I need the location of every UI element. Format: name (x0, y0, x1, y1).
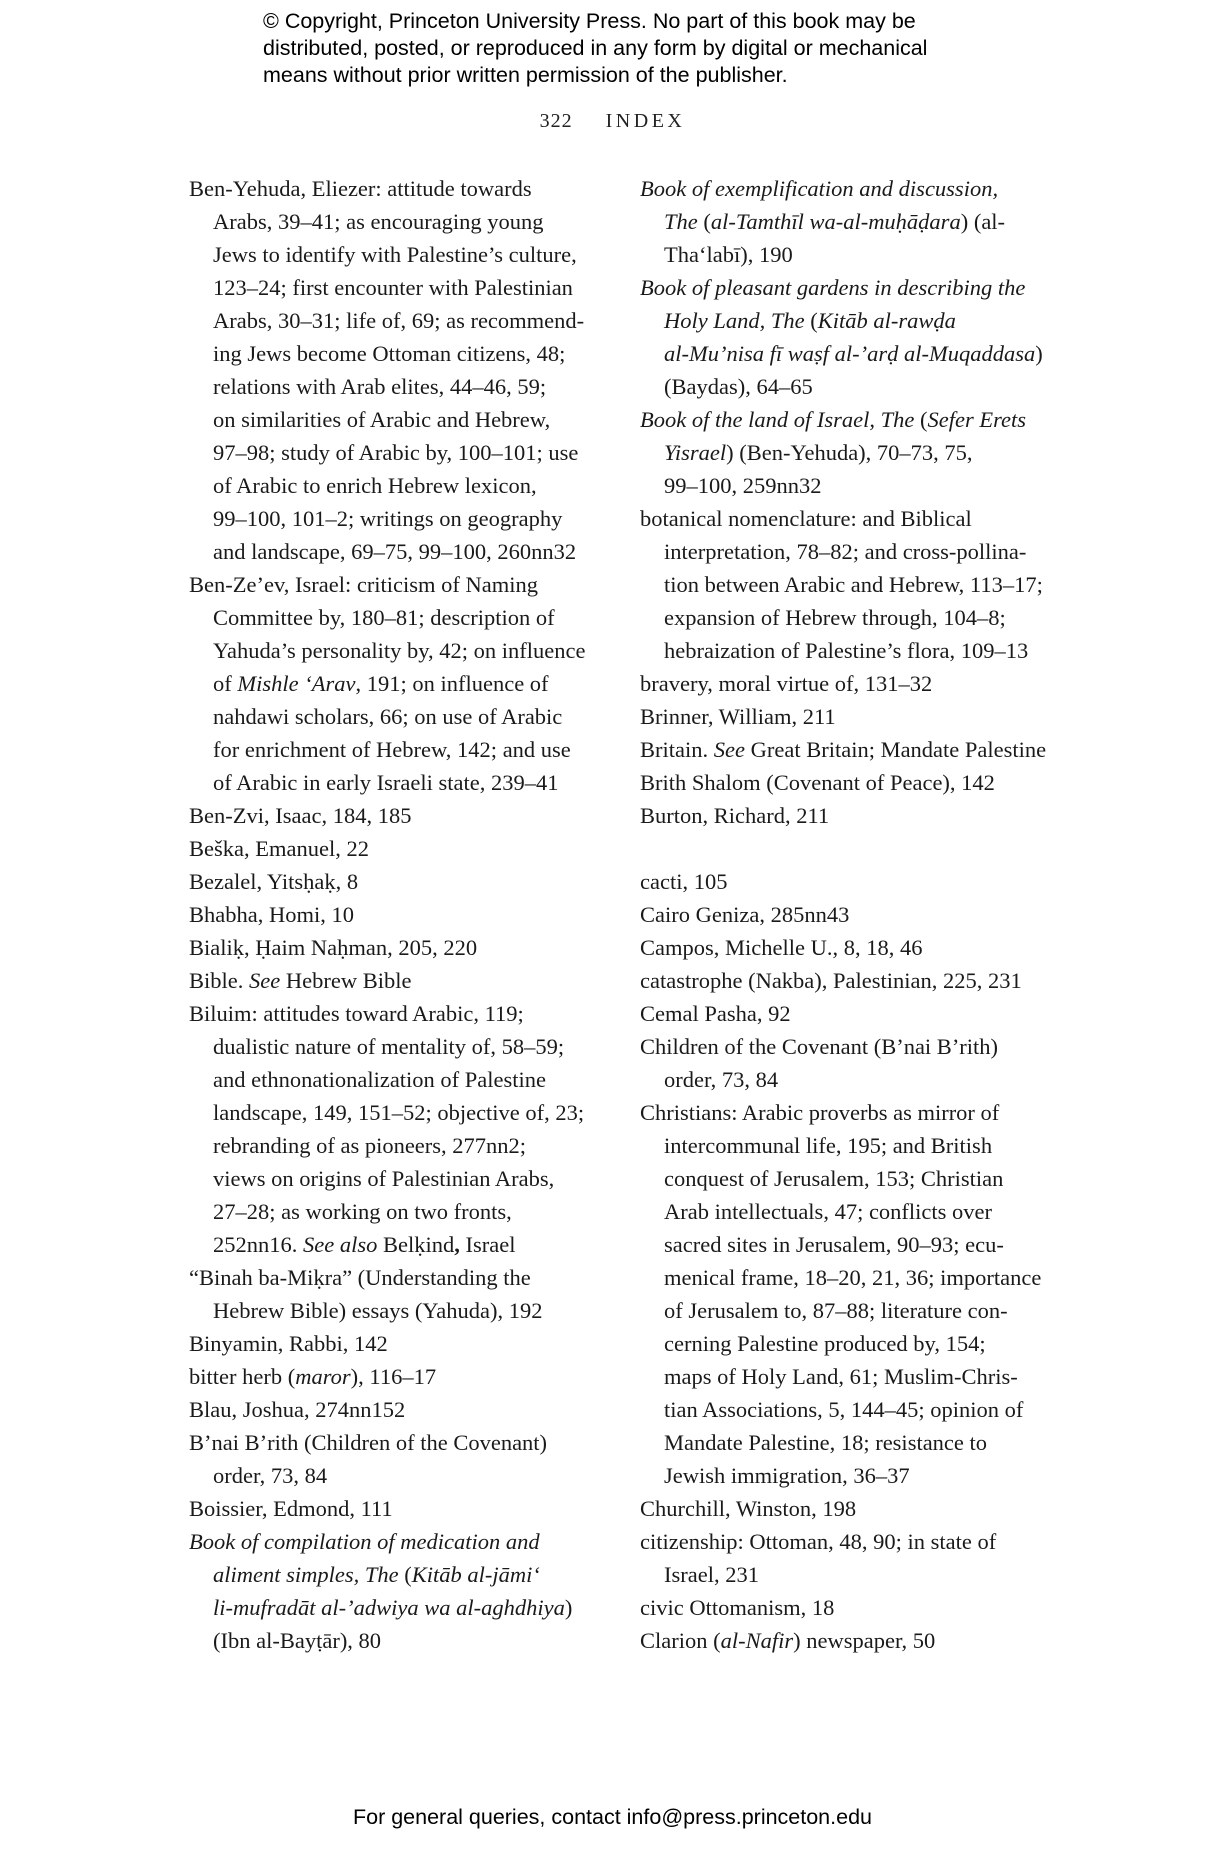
index-entry-heading-line: Cairo Geniza, 285nn43 (640, 902, 850, 927)
index-entry-continuation-line: tian Associations, 5, 144–45; opinion of (664, 1397, 1024, 1422)
index-entry-continuation-line: menical frame, 18–20, 21, 36; importance (664, 1265, 1042, 1290)
index-entry-heading-line: botanical nomenclature: and Biblical (640, 506, 972, 531)
index-entry (189, 1492, 599, 1525)
index-entry (640, 1096, 1060, 1492)
index-entry-heading-line: Christians: Arabic proverbs as mirror of (640, 1100, 1000, 1125)
index-entry-heading-line: Book of pleasant gardens in describing the (640, 275, 1026, 300)
index-entry-heading-line: Ben-Ze’ev, Israel: criticism of Naming (189, 572, 539, 597)
index-entry-continuation-line: Mandate Palestine, 18; resistance to (664, 1430, 988, 1455)
letter-section-gap (640, 832, 1060, 865)
index-entry (640, 172, 1060, 271)
index-column-left (189, 172, 599, 1657)
copyright-line: distributed, posted, or reproduced in any form by digital or mechanical (263, 36, 928, 60)
index-entry (189, 1327, 599, 1360)
index-entry-continuation-line: 27–28; as working on two fronts, (213, 1199, 512, 1224)
index-entry (640, 700, 1060, 733)
index-entry (640, 865, 1060, 898)
index-entry (189, 172, 599, 568)
index-entry (640, 997, 1060, 1030)
index-entry (189, 1261, 599, 1327)
index-entry-continuation-line: and landscape, 69–75, 99–100, 260nn32 (213, 539, 577, 564)
index-entry (640, 667, 1060, 700)
index-entry (640, 1591, 1060, 1624)
section-title: INDEX (605, 110, 686, 132)
index-entry (640, 898, 1060, 931)
index-entry (640, 964, 1060, 997)
index-entry-continuation-line: Arabs, 39–41; as encouraging young (213, 209, 544, 234)
index-entry-continuation-line: nahdawi scholars, 66; on use of Arabic (213, 704, 563, 729)
index-entry-continuation-line: 99–100, 101–2; writings on geography (213, 506, 563, 531)
index-entry (640, 799, 1060, 832)
index-entry-heading-line: Clarion (al-Nafir) newspaper, 50 (640, 1628, 936, 1653)
index-entry-continuation-line: 123–24; first encounter with Palestinian (213, 275, 573, 300)
index-entry-continuation-line: Yahuda’s personality by, 42; on influence (213, 638, 586, 663)
index-column-right (640, 172, 1060, 1657)
index-entry-heading-line: citizenship: Ottoman, 48, 90; in state of (640, 1529, 997, 1554)
index-entry-heading-line: Book of compilation of medication and (189, 1529, 540, 1554)
index-entry (640, 1624, 1060, 1657)
index-entry (189, 1525, 599, 1657)
index-entry-heading-line: Bhabha, Homi, 10 (189, 902, 354, 927)
index-entry-continuation-line: rebranding of as pioneers, 277nn2; (213, 1133, 527, 1158)
index-entry-heading-line: Campos, Michelle U., 8, 18, 46 (640, 935, 923, 960)
index-entry-heading-line: Burton, Richard, 211 (640, 803, 830, 828)
index-entry-heading-line: Boissier, Edmond, 111 (189, 1496, 393, 1521)
index-entry-continuation-line: Arab intellectuals, 47; conflicts over (664, 1199, 993, 1224)
index-entry (640, 733, 1060, 766)
index-entry-continuation-line: Jewish immigration, 36–37 (664, 1463, 910, 1488)
index-entry (640, 403, 1060, 502)
index-entry (640, 931, 1060, 964)
index-entry-heading-line: civic Ottomanism, 18 (640, 1595, 835, 1620)
index-entry (189, 964, 599, 997)
index-entry-heading-line: bitter herb (maror), 116–17 (189, 1364, 437, 1389)
index-entry-continuation-line: al-Mu’nisa fī waṣf al-’arḍ al-Muqaddasa) (664, 341, 1043, 366)
index-entry-continuation-line: maps of Holy Land, 61; Muslim-Chris- (664, 1364, 1018, 1389)
index-entry-continuation-line: intercommunal life, 195; and British (664, 1133, 993, 1158)
index-entry (189, 898, 599, 931)
index-entry-continuation-line: order, 73, 84 (664, 1067, 779, 1092)
index-entry (640, 1030, 1060, 1096)
index-entry-heading-line: Beška, Emanuel, 22 (189, 836, 369, 861)
index-entry-heading-line: Biluim: attitudes toward Arabic, 119; (189, 1001, 524, 1026)
index-entry (189, 1393, 599, 1426)
index-entry-continuation-line: order, 73, 84 (213, 1463, 328, 1488)
index-entry-heading-line: “Binah ba-Miḳra” (Understanding the (189, 1265, 531, 1290)
index-entry-continuation-line: ing Jews become Ottoman citizens, 48; (213, 341, 566, 366)
index-entry-continuation-line: for enrichment of Hebrew, 142; and use (213, 737, 571, 762)
index-entry-heading-line: Brinner, William, 211 (640, 704, 836, 729)
index-entry-continuation-line: of Mishle ‘Arav, 191; on influence of (213, 671, 549, 696)
index-entry-heading-line: Blau, Joshua, 274nn152 (189, 1397, 406, 1422)
page-number: 322 (539, 110, 573, 132)
index-entry-continuation-line: 99–100, 259nn32 (664, 473, 822, 498)
index-entry-heading-line: Bible. See Hebrew Bible (189, 968, 412, 993)
index-entry-continuation-line: conquest of Jerusalem, 153; Christian (664, 1166, 1004, 1191)
index-entry-continuation-line: Jews to identify with Palestine’s culture, (213, 242, 577, 267)
index-entry-continuation-line: cerning Palestine produced by, 154; (664, 1331, 986, 1356)
index-entry-heading-line: Cemal Pasha, 92 (640, 1001, 791, 1026)
index-entry-heading-line: B’nai B’rith (Children of the Covenant) (189, 1430, 548, 1455)
index-entry-continuation-line: Committee by, 180–81; description of (213, 605, 555, 630)
index-entry-continuation-line: hebraization of Palestine’s flora, 109–13 (664, 638, 1029, 663)
index-entry-heading-line: Binyamin, Rabbi, 142 (189, 1331, 388, 1356)
index-entry-heading-line: Book of the land of Israel, The (Sefer Erets (640, 407, 1026, 432)
index-entry-continuation-line: sacred sites in Jerusalem, 90–93; ecu- (664, 1232, 1004, 1257)
index-entry-continuation-line: landscape, 149, 151–52; objective of, 23; (213, 1100, 585, 1125)
index-entry (640, 766, 1060, 799)
index-entry-heading-line: Churchill, Winston, 198 (640, 1496, 857, 1521)
index-entry-continuation-line: The (al-Tamthīl wa-al-muḥāḍara) (al- (664, 209, 1006, 234)
index-entry-continuation-line: of Arabic to enrich Hebrew lexicon, (213, 473, 537, 498)
index-entry-continuation-line: of Jerusalem to, 87–88; literature con- (664, 1298, 1008, 1323)
index-entry-heading-line: Bezalel, Yitsḥaḳ, 8 (189, 869, 359, 894)
index-entry (640, 271, 1060, 403)
index-entry-heading-line: Book of exemplification and discussion, (640, 176, 999, 201)
index-entry-continuation-line: Tha‘labī), 190 (664, 242, 793, 267)
copyright-line: © Copyright, Princeton University Press. No part of this book may be (263, 9, 916, 33)
index-entry-continuation-line: dualistic nature of mentality of, 58–59; (213, 1034, 565, 1059)
copyright-notice (263, 8, 1023, 89)
index-entry-heading-line: catastrophe (Nakba), Palestinian, 225, 231 (640, 968, 1022, 993)
index-entry-continuation-line: Hebrew Bible) essays (Yahuda), 192 (213, 1298, 543, 1323)
index-entry-continuation-line: Yisrael) (Ben-Yehuda), 70–73, 75, (664, 440, 973, 465)
index-entry-heading-line: Ben-Zvi, Isaac, 184, 185 (189, 803, 412, 828)
index-entry (189, 1426, 599, 1492)
running-head (0, 110, 1225, 133)
index-entry-heading-line: bravery, moral virtue of, 131–32 (640, 671, 933, 696)
index-entry-continuation-line: on similarities of Arabic and Hebrew, (213, 407, 551, 432)
index-entry (189, 832, 599, 865)
index-entry (189, 865, 599, 898)
index-entry-continuation-line: 252nn16. See also Belḳind, Israel (213, 1232, 516, 1257)
index-entry (189, 1360, 599, 1393)
index-entry-continuation-line: Israel, 231 (664, 1562, 759, 1587)
index-entry-continuation-line: (Ibn al-Bayṭār), 80 (213, 1628, 382, 1653)
index-entry-continuation-line: Holy Land, The (Kitāb al-rawḍa (664, 308, 956, 333)
index-entry-heading-line: Britain. See Great Britain; Mandate Palestine (640, 737, 1047, 762)
index-entry-continuation-line: interpretation, 78–82; and cross-pollina- (664, 539, 1027, 564)
index-entry-continuation-line: li-mufradāt al-’adwiya wa al-aghdhiya) (213, 1595, 573, 1620)
index-entry-continuation-line: and ethnonationalization of Palestine (213, 1067, 547, 1092)
index-entry-continuation-line: aliment simples, The (Kitāb al-jāmi‘ (213, 1562, 540, 1587)
footer-contact: For general queries, contact info@press.princeton.edu (352, 1805, 872, 1829)
index-entry-continuation-line: Arabs, 30–31; life of, 69; as recommend- (213, 308, 585, 333)
index-entry (189, 997, 599, 1261)
index-entry (189, 568, 599, 799)
index-entry-heading-line: cacti, 105 (640, 869, 728, 894)
index-entry-heading-line: Ben-Yehuda, Eliezer: attitude towards (189, 176, 532, 201)
index-entry-continuation-line: (Baydas), 64–65 (664, 374, 813, 399)
index-entry (640, 1525, 1060, 1591)
index-entry-continuation-line: tion between Arabic and Hebrew, 113–17; (664, 572, 1043, 597)
index-entry-continuation-line: relations with Arab elites, 44–46, 59; (213, 374, 547, 399)
index-entry (640, 1492, 1060, 1525)
index-entry-heading-line: Children of the Covenant (B’nai B’rith) (640, 1034, 999, 1059)
index-entry (640, 502, 1060, 667)
index-entry-heading-line: Brith Shalom (Covenant of Peace), 142 (640, 770, 995, 795)
index-entry-continuation-line: views on origins of Palestinian Arabs, (213, 1166, 555, 1191)
index-entry-continuation-line: expansion of Hebrew through, 104–8; (664, 605, 1006, 630)
index-entry-continuation-line: of Arabic in early Israeli state, 239–41 (213, 770, 559, 795)
copyright-line: means without prior written permission of the publisher. (263, 63, 788, 87)
index-entry-heading-line: Bialiḳ, Ḥaim Naḥman, 205, 220 (189, 935, 478, 960)
index-entry-continuation-line: 97–98; study of Arabic by, 100–101; use (213, 440, 579, 465)
index-entry (189, 799, 599, 832)
index-entry (189, 931, 599, 964)
